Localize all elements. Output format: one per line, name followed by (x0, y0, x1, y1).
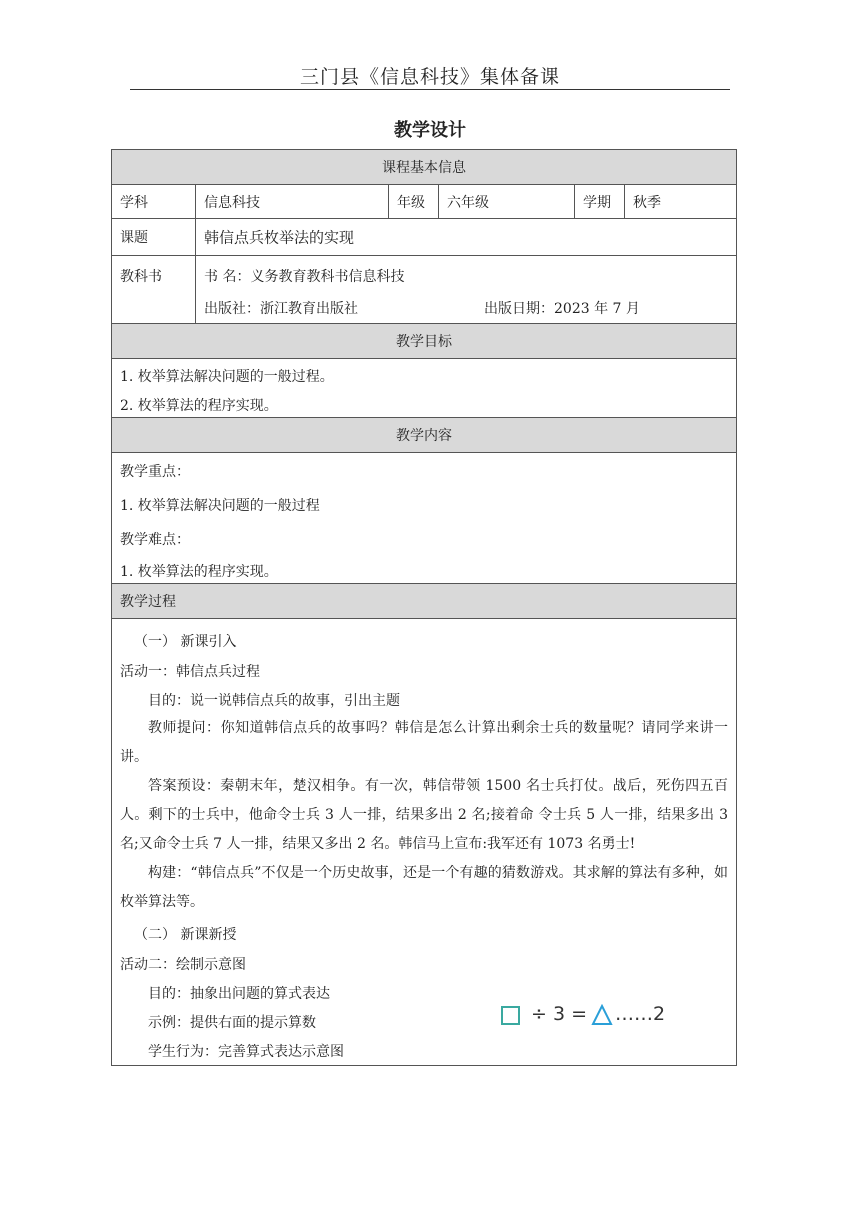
textbook-row (112, 256, 736, 324)
part-heading-2: （二） 新课新授 (134, 927, 237, 943)
content-body (112, 453, 736, 584)
activity-2-goal: 目的：抽象出问题的算式表达 (148, 986, 330, 1002)
page-header: 三门县《信息科技》集体备课 (299, 66, 560, 88)
teacher-question: 教师提问：你知道韩信点兵的故事吗？韩信是怎么计算出剩余士兵的数量呢？请同学来讲一讲。 (120, 720, 728, 765)
term-value: 秋季 (633, 194, 661, 211)
activity-1: 活动一：韩信点兵过程 (120, 664, 260, 680)
section-title: 教学目标 (396, 334, 452, 350)
part-heading-1: （一） 新课引入 (134, 634, 237, 650)
subject-value: 信息科技 (204, 194, 260, 211)
activity-2: 活动二：绘制示意图 (120, 957, 246, 973)
difficult-point-item: 1. 枚举算法的程序实现。 (120, 564, 278, 580)
expected-answer: 答案预设：秦朝末年，楚汉相争。有一次，韩信带领 1500 名士兵打仗。战后，死伤四五百人。剩下的士兵中，他命令士兵 3 人一排，结果多出 2 名;接着命 令士兵 5 人一排，结果多出 3 名;又命令士兵 7 人一排，结果又多出 2 名。韩信马上宣布:我军还有 1073 名勇士! (120, 778, 728, 852)
topic-value: 韩信点兵枚举法的实现 (204, 228, 355, 247)
key-point-label: 教学重点： (120, 464, 190, 480)
term-label-cell (574, 185, 624, 218)
grade-cell (438, 185, 574, 218)
section-title: 教学过程 (120, 594, 176, 610)
term-label: 学期 (583, 194, 611, 211)
section-content (112, 418, 736, 453)
difficult-point-label: 教学难点： (120, 532, 190, 548)
subject-label: 学科 (120, 194, 148, 211)
formula-divide: ÷ 3 = (531, 1003, 588, 1025)
process-body (112, 619, 736, 1065)
lesson-plan-table (111, 149, 737, 1066)
section-title: 教学内容 (396, 428, 452, 444)
term-cell (624, 185, 736, 218)
section-process (112, 584, 736, 619)
topic-label: 课题 (120, 230, 148, 246)
header-divider (130, 89, 730, 90)
publish-date: 出版日期：2023 年 7 月 (484, 301, 640, 317)
section-goals (112, 324, 736, 359)
topic-row (112, 219, 736, 256)
section-title: 课程基本信息 (382, 160, 466, 176)
textbook-label: 教科书 (120, 269, 162, 285)
formula-remainder: ……2 (615, 1003, 666, 1025)
topic-cell (195, 219, 736, 255)
grade-label: 年级 (397, 194, 425, 211)
goal-item-1: 1. 枚举算法解决问题的一般过程。 (120, 369, 334, 385)
textbook-cell (195, 256, 736, 323)
key-point-item: 1. 枚举算法解决问题的一般过程 (120, 498, 320, 514)
section-basic-info (112, 150, 736, 185)
publisher: 出版社：浙江教育出版社 (204, 301, 358, 317)
triangle-icon (591, 1004, 613, 1026)
square-icon (501, 1006, 520, 1025)
grade-value: 六年级 (447, 194, 489, 211)
subject-cell (195, 185, 388, 218)
goal-item-2: 2. 枚举算法的程序实现。 (120, 398, 278, 414)
construction-note: 构建：“韩信点兵”不仅是一个历史故事，还是一个有趣的猜数游戏。其求解的算法有多种，如枚举算法等。 (120, 865, 728, 910)
subject-row (112, 185, 736, 219)
activity-1-goal: 目的：说一说韩信点兵的故事，引出主题 (148, 693, 400, 709)
student-action: 学生行为：完善算式表达示意图 (148, 1044, 344, 1060)
goals-content (112, 359, 736, 418)
grade-label-cell (388, 185, 438, 218)
example-text: 示例：提供右面的提示算数 (148, 1015, 316, 1031)
hint-formula (499, 1003, 679, 1029)
book-name: 书 名：义务教育教科书信息科技 (204, 269, 405, 285)
document-title: 教学设计 (394, 120, 466, 141)
